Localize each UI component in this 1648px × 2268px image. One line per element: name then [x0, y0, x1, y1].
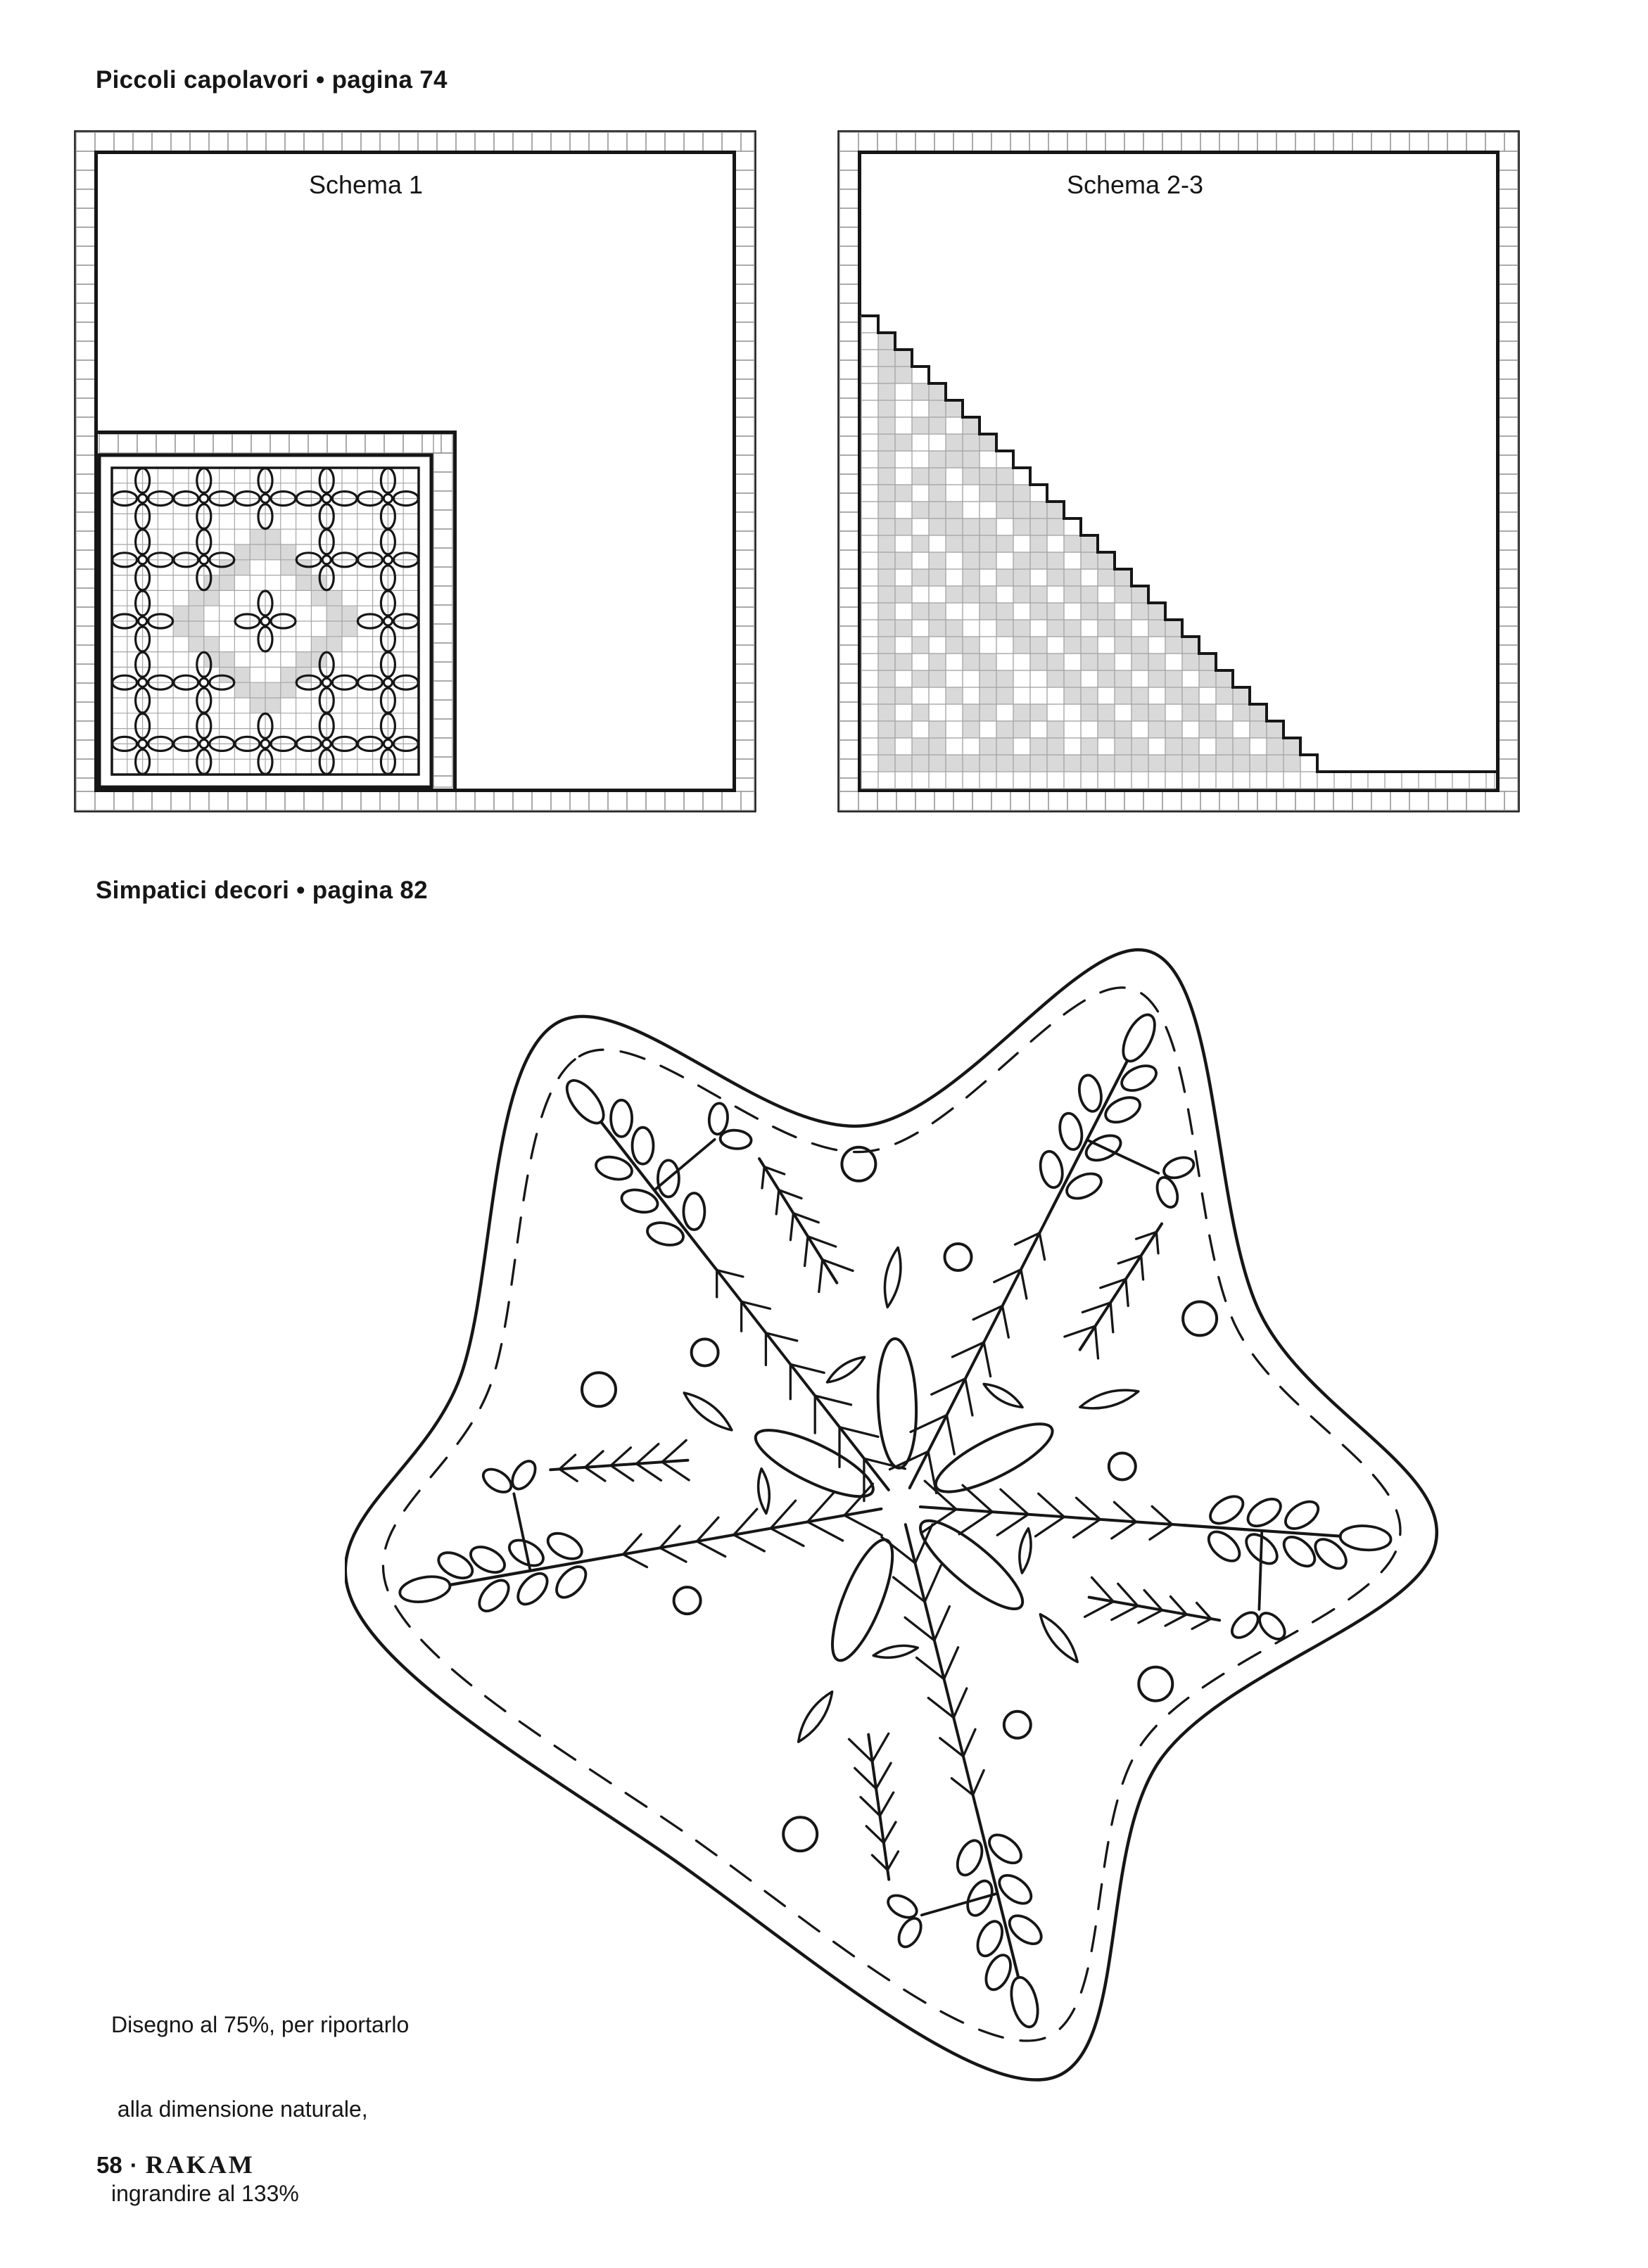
schema1-chart [75, 132, 756, 812]
star-embroidery-drawing [346, 950, 1437, 2079]
footer-separator: · [129, 2152, 138, 2178]
page-footer [96, 2150, 255, 2179]
schema2-label: Schema 2-3 [1066, 170, 1204, 199]
caption-line-1: Disegno al 75%, per riportarlo [111, 2012, 410, 2037]
scale-instructions [111, 1954, 409, 2236]
section-title-simpatici-decori: Simpatici decori • pagina 82 [96, 877, 428, 904]
star-template-figure [345, 925, 1446, 2096]
caption-line-3: ingrandire al 133% [111, 2181, 299, 2206]
schema2-figure [837, 130, 1520, 814]
caption-line-2: alla dimensione naturale, [111, 2096, 368, 2122]
schema2-chart [839, 132, 1519, 812]
section-title-piccoli-capolavori: Piccoli capolavori • pagina 74 [96, 66, 448, 94]
schema1-figure [74, 130, 756, 814]
schema1-label: Schema 1 [308, 170, 424, 199]
page-number: 58 [96, 2152, 122, 2178]
magazine-name: RAKAM [145, 2151, 255, 2179]
